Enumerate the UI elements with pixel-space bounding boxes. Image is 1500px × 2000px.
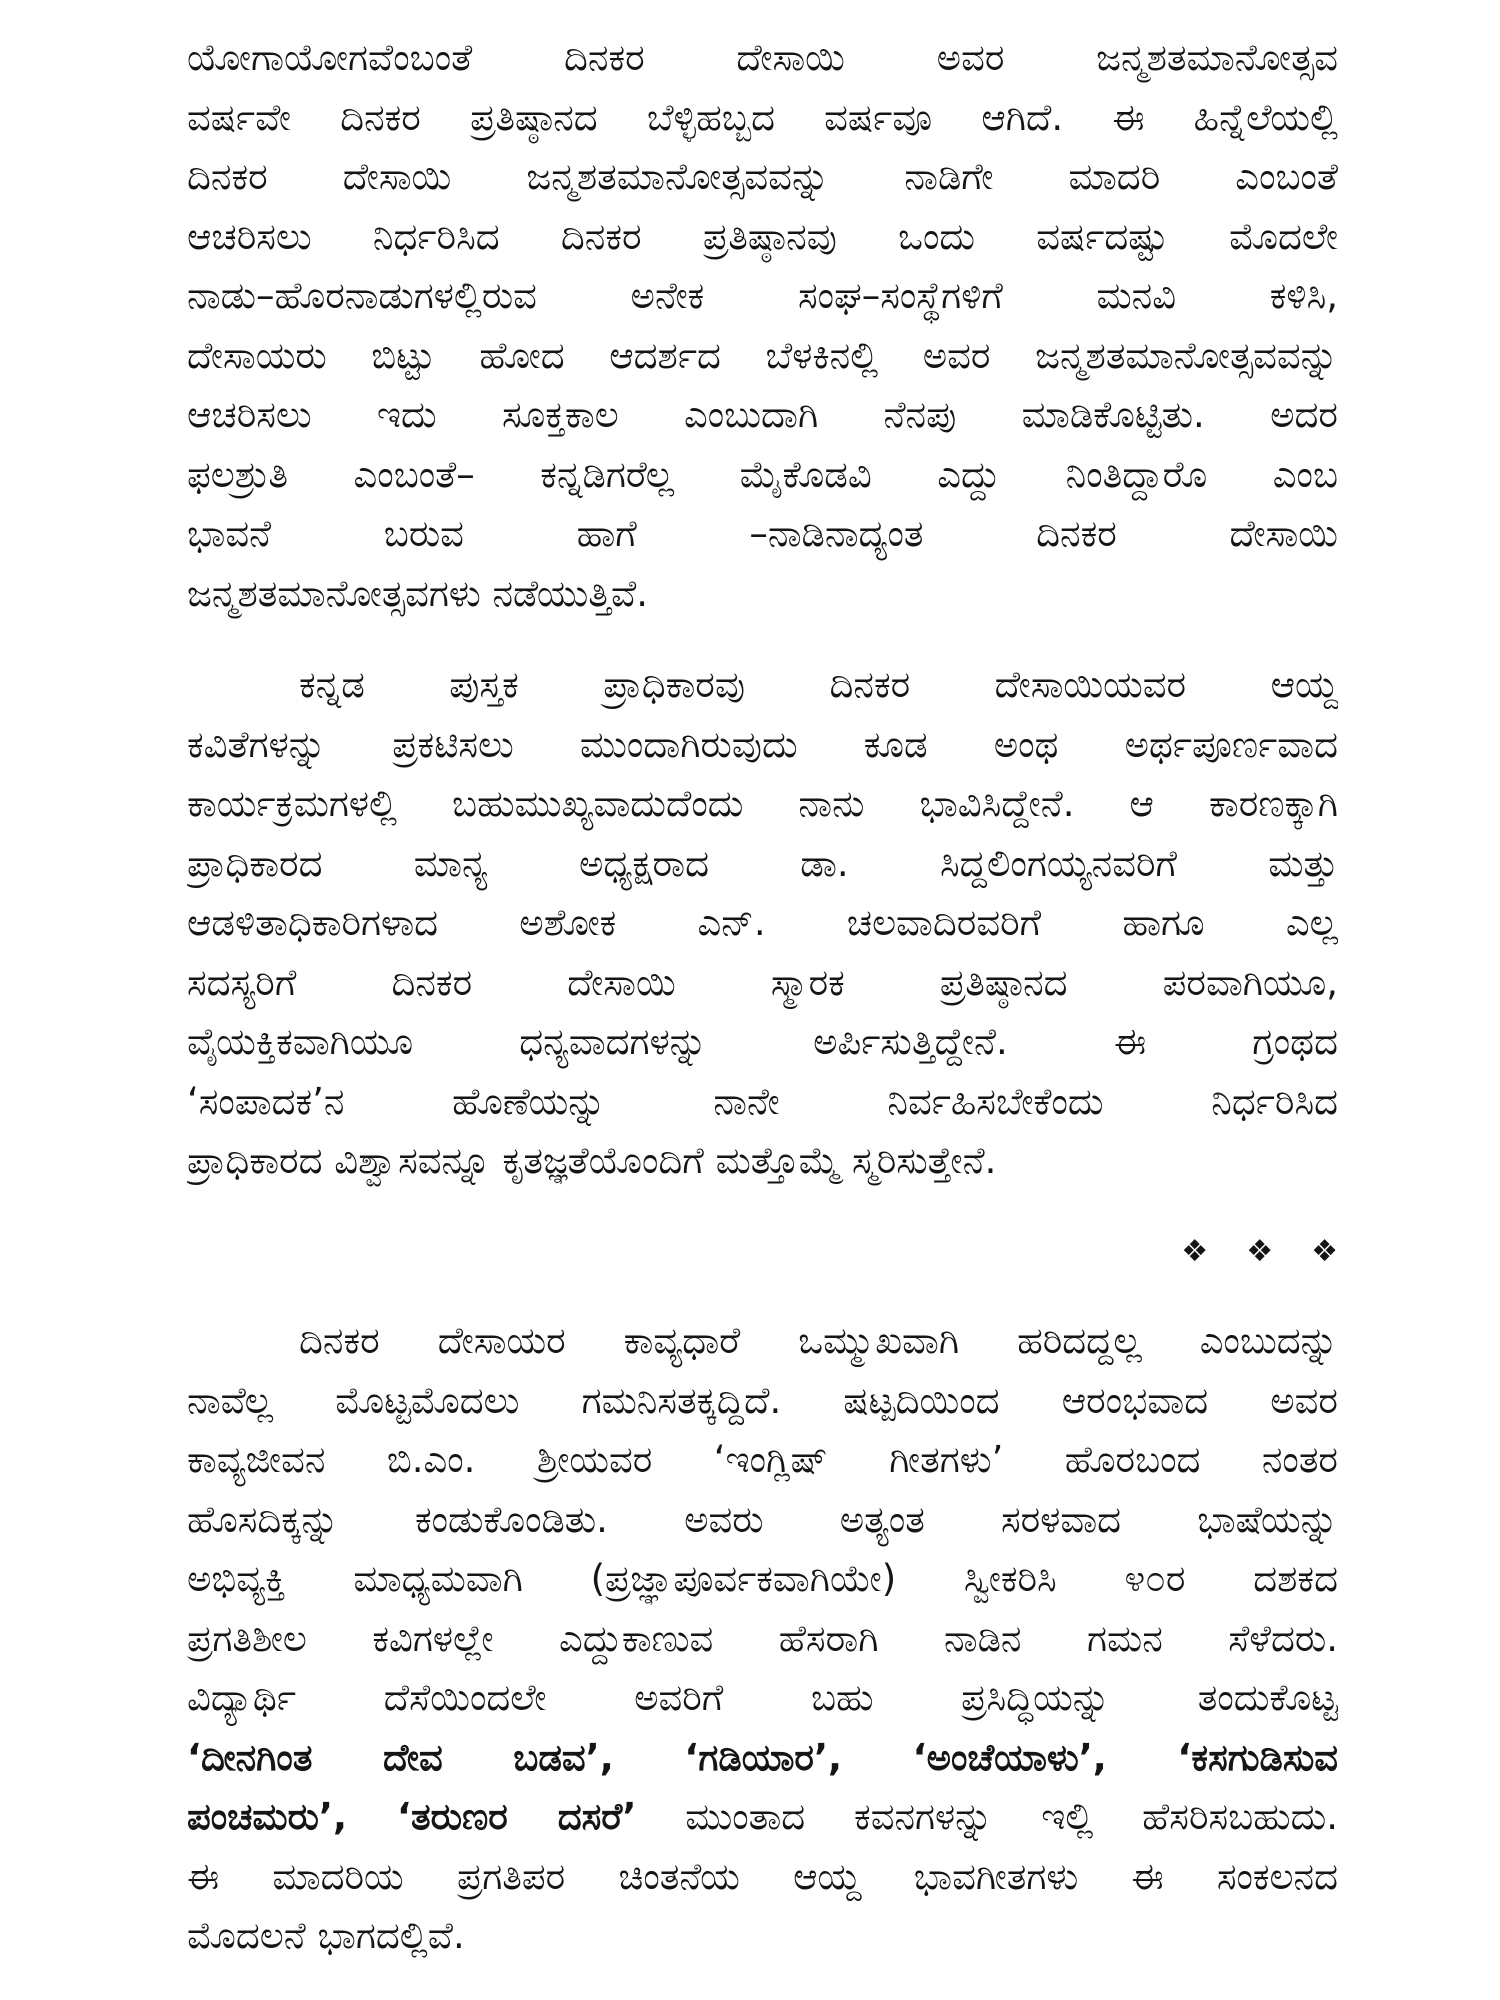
text-line: ಆಡಳಿತಾಧಿಕಾರಿಗಳಾದ ಅಶೋಕ ಎನ್. ಚಲವಾದಿರವರಿಗೆ ಹಾಗೂ ಎಲ್ಲ <box>187 901 1338 944</box>
text-line: ಪ್ರಗತಿಶೀಲ ಕವಿಗಳಲ್ಲೇ ಎದ್ದುಕಾಣುವ ಹೆಸರಾಗಿ ನಾಡಿನ ಗಮನ ಸೆಳೆದರು. <box>187 1616 1338 1660</box>
diamond-ornament-icon: ❖ <box>1181 1234 1209 1269</box>
text-line: ಫಲಶ್ರುತಿ ಎಂಬಂತೆ– ಕನ್ನಡಿಗರೆಲ್ಲ ಮೈಕೊಡವಿ ಎದ್ದು ನಿಂತಿದ್ದಾರೊ ಎಂಬ <box>187 452 1338 496</box>
paragraph <box>187 28 1338 623</box>
text-line: ಜನ್ಮಶತಮಾನೋತ್ಸವಗಳು ನಡೆಯುತ್ತಿವೆ. <box>187 571 649 615</box>
text-line: ಕಾರ್ಯಕ್ರಮಗಳಲ್ಲಿ ಬಹುಮುಖ್ಯವಾದುದೆಂದು ನಾನು ಭಾವಿಸಿದ್ದೇನೆ. ಆ ಕಾರಣಕ್ಕಾಗಿ <box>187 782 1338 825</box>
diamond-ornament-icon: ❖ <box>1246 1234 1274 1269</box>
text-line: ಭಾವನೆ ಬರುವ ಹಾಗೆ –ನಾಡಿನಾದ್ಯಂತ ದಿನಕರ ದೇಸಾಯಿ <box>187 512 1338 555</box>
text-line: ಕನ್ನಡ ಪುಸ್ತಕ ಪ್ರಾಧಿಕಾರವು ದಿನಕರ ದೇಸಾಯಿಯವರ ಆಯ್ದ <box>299 663 1338 706</box>
text-line: ವಿದ್ಯಾರ್ಥಿ ದೆಸೆಯಿಂದಲೇ ಅವರಿಗೆ ಬಹು ಪ್ರಸಿದ್ಧಿಯನ್ನು ತಂದುಕೊಟ್ಟ <box>187 1676 1338 1719</box>
text-line: ವೈಯಕ್ತಿಕವಾಗಿಯೂ ಧನ್ಯವಾದಗಳನ್ನು ಅರ್ಪಿಸುತ್ತಿದ್ದೇನೆ. ಈ ಗ್ರಂಥದ <box>187 1020 1338 1063</box>
text-line: ಆಚರಿಸಲು ಇದು ಸೂಕ್ತಕಾಲ ಎಂಬುದಾಗಿ ನೆನಪು ಮಾಡಿಕೊಟ್ಟಿತು. ಅದರ <box>187 393 1338 436</box>
paragraph <box>187 655 1338 1191</box>
text-line <box>187 1787 1338 1847</box>
text-line: ಯೋಗಾಯೋಗವೆಂಬಂತೆ ದಿನಕರ ದೇಸಾಯಿ ಅವರ ಜನ್ಮಶತಮಾನೋತ್ಸವ <box>187 36 1338 79</box>
poem-titles: ಪಂಚಮರು’, ‘ತರುಣರ ದಸರೆ’ <box>187 1795 637 1838</box>
text-line: ನಾಡು–ಹೊರನಾಡುಗಳಲ್ಲಿರುವ ಅನೇಕ ಸಂಘ–ಸಂಸ್ಥೆಗಳಿಗೆ ಮನವಿ ಕಳಿಸಿ, <box>187 274 1338 317</box>
text-line: ಅಭಿವ್ಯಕ್ತಿ ಮಾಧ್ಯಮವಾಗಿ (ಪ್ರಜ್ಞಾಪೂರ್ವಕವಾಗಿಯೇ) ಸ್ವೀಕರಿಸಿ ೪೦ರ ದಶಕದ <box>187 1557 1338 1600</box>
text-line: ‘ಸಂಪಾದಕ’ನ ಹೊಣೆಯನ್ನು ನಾನೇ ನಿರ್ವಹಿಸಬೇಕೆಂದು ನಿರ್ಧರಿಸಿದ <box>187 1079 1338 1123</box>
text-line: ಕವಿತೆಗಳನ್ನು ಪ್ರಕಟಿಸಲು ಮುಂದಾಗಿರುವುದು ಕೂಡ ಅಂಥ ಅರ್ಥಪೂರ್ಣವಾದ <box>187 722 1338 766</box>
text-line: ವರ್ಷವೇ ದಿನಕರ ಪ್ರತಿಷ್ಠಾನದ ಬೆಳ್ಳಿಹಬ್ಬದ ವರ್ಷವೂ ಆಗಿದೆ. ಈ ಹಿನ್ನೆಲೆಯಲ್ಲಿ <box>187 95 1338 139</box>
text-line: ಪ್ರಾಧಿಕಾರದ ಮಾನ್ಯ ಅಧ್ಯಕ್ಷರಾದ ಡಾ. ಸಿದ್ದಲಿಂಗಯ್ಯನವರಿಗೆ ಮತ್ತು <box>187 841 1338 885</box>
section-separator <box>1181 1232 1338 1272</box>
text-line: ಹೊಸದಿಕ್ಕನ್ನು ಕಂಡುಕೊಂಡಿತು. ಅವರು ಅತ್ಯಂತ ಸರಳವಾದ ಭಾಷೆಯನ್ನು <box>187 1497 1338 1541</box>
text-line: ಕಾವ್ಯಜೀವನ ಬಿ.ಎಂ. ಶ್ರೀಯವರ ‘ಇಂಗ್ಲಿಷ್ ಗೀತಗಳು’ ಹೊರಬಂದ ನಂತರ <box>187 1438 1338 1481</box>
text-segment: ಮುಂತಾದ ಕವನಗಳನ್ನು ಇಲ್ಲಿ ಹೆಸರಿಸಬಹುದು. <box>685 1795 1338 1838</box>
text-line: ಸದಸ್ಯರಿಗೆ ದಿನಕರ ದೇಸಾಯಿ ಸ್ಮಾರಕ ಪ್ರತಿಷ್ಠಾನದ ಪರವಾಗಿಯೂ, <box>187 960 1338 1004</box>
text-line: ಮೊದಲನೆ ಭಾಗದಲ್ಲಿವೆ. <box>187 1914 465 1957</box>
text-line: ಆಚರಿಸಲು ನಿರ್ಧರಿಸಿದ ದಿನಕರ ಪ್ರತಿಷ್ಠಾನವು ಒಂದು ವರ್ಷದಷ್ಟು ಮೊದಲೇ <box>187 214 1338 258</box>
text-line: ದಿನಕರ ದೇಸಾಯರ ಕಾವ್ಯಧಾರೆ ಒಮ್ಮುಖವಾಗಿ ಹರಿದದ್ದಲ್ಲ ಎಂಬುದನ್ನು <box>299 1319 1338 1362</box>
text-line: ದೇಸಾಯರು ಬಿಟ್ಟು ಹೋದ ಆದರ್ಶದ ಬೆಳಕಿನಲ್ಲಿ ಅವರ ಜನ್ಮಶತಮಾನೋತ್ಸವವನ್ನು <box>187 333 1338 377</box>
diamond-ornament-icon: ❖ <box>1311 1234 1338 1269</box>
text-line: ದಿನಕರ ದೇಸಾಯಿ ಜನ್ಮಶತಮಾನೋತ್ಸವವನ್ನು ನಾಡಿಗೇ ಮಾದರಿ ಎಂಬಂತೆ <box>187 155 1338 198</box>
poem-titles-line: ‘ದೀನಗಿಂತ ದೇವ ಬಡವ’, ‘ಗಡಿಯಾರ’, ‘ಅಂಚೆಯಾಳು’, ‘ಕಸಗುಡಿಸುವ <box>187 1735 1338 1779</box>
text-line: ಪ್ರಾಧಿಕಾರದ ವಿಶ್ವಾಸವನ್ನೂ ಕೃತಜ್ಞತೆಯೊಂದಿಗೆ ಮತ್ತೊಮ್ಮೆ ಸ್ಮರಿಸುತ್ತೇನೆ. <box>187 1139 997 1182</box>
text-line: ಈ ಮಾದರಿಯ ಪ್ರಗತಿಪರ ಚಿಂತನೆಯ ಆಯ್ದ ಭಾವಗೀತಗಳು ಈ ಸಂಕಲನದ <box>187 1854 1338 1898</box>
paragraph <box>187 1311 1338 1966</box>
text-line: ನಾವೆಲ್ಲ ಮೊಟ್ಟಮೊದಲು ಗಮನಿಸತಕ್ಕದ್ದಿದೆ. ಷಟ್ಪದಿಯಿಂದ ಆರಂಭವಾದ ಅವರ <box>187 1378 1338 1422</box>
